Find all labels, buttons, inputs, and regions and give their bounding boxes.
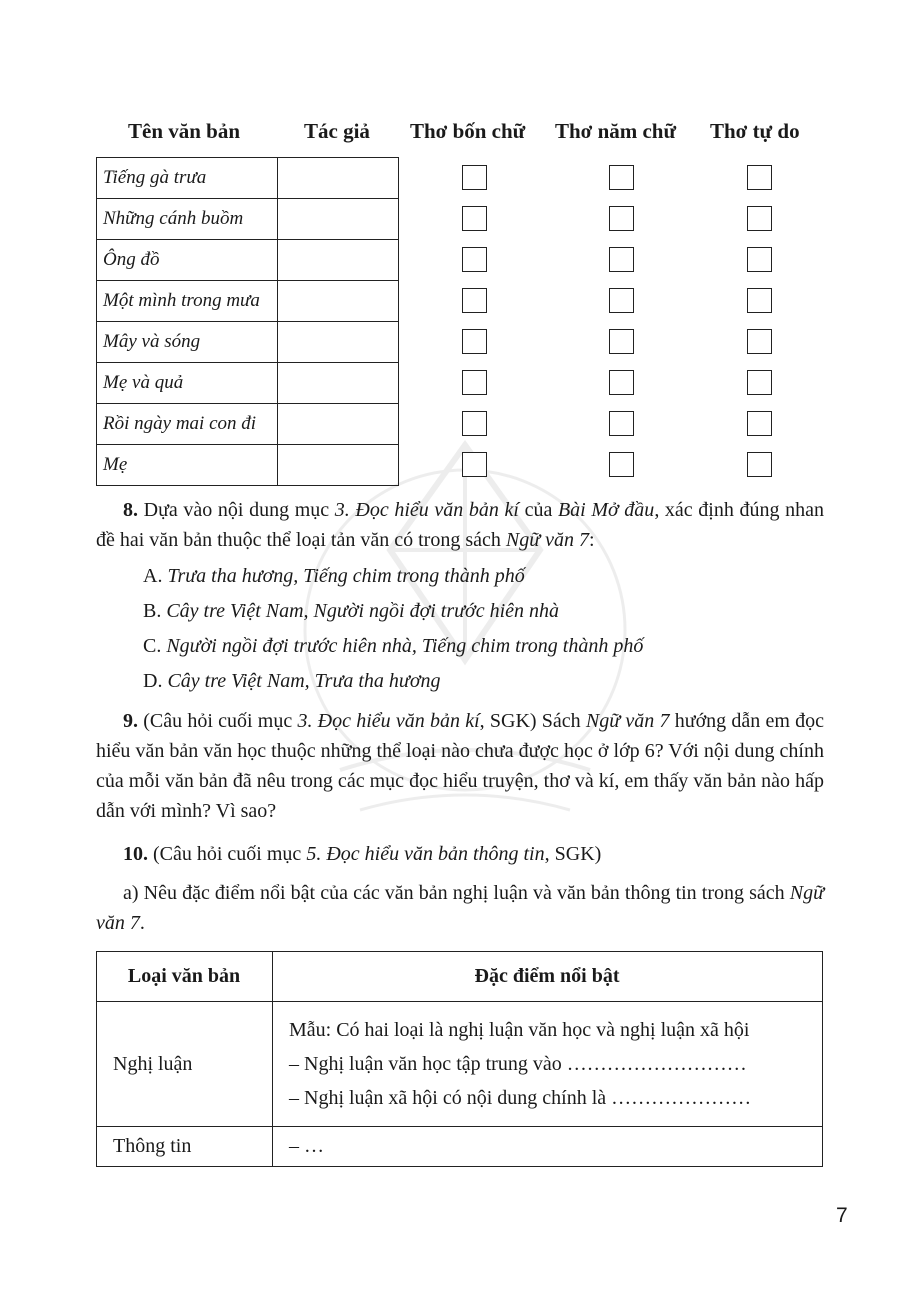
question-8 xyxy=(96,495,824,555)
option-letter: A. xyxy=(143,565,163,587)
col-header-author: Tác giả xyxy=(304,119,370,143)
table-row xyxy=(97,1002,823,1127)
question-italic-ref: Ngữ văn 7 xyxy=(96,882,824,934)
answer-option-a[interactable] xyxy=(143,561,525,591)
question-text: , xác định đúng nhan đề hai văn bản thuộc thể loại tản văn có trong sách xyxy=(96,499,824,551)
checkbox-five-word[interactable] xyxy=(609,247,634,272)
question-number: 10. xyxy=(123,843,148,865)
question-text: . xyxy=(139,912,145,934)
table-row xyxy=(97,240,399,281)
col-header-title: Tên văn bản xyxy=(128,119,241,143)
checkbox-free-verse[interactable] xyxy=(747,288,772,313)
question-10 xyxy=(96,839,824,869)
checkbox-five-word[interactable] xyxy=(609,370,634,395)
col-header-five-word-poem: Thơ năm chữ xyxy=(555,119,677,143)
text-type-cell: Thông tin xyxy=(97,1127,273,1167)
sample-line: Mẫu: Có hai loại là nghị luận văn học và nghị luận xã hội xyxy=(289,1019,750,1041)
question-number: 8. xyxy=(123,499,138,521)
question-text: hướng dẫn em đọc hiểu văn bản văn học thuộc những thể loại nào chưa được học ở lớp 6? Với nội dung chính của mỗi văn bản đã nêu trong các mục đọc hiểu truyện, thơ và kí, em thấy văn bản nào hấp dẫn với mình? Vì sao? xyxy=(96,710,825,822)
question-9 xyxy=(96,706,824,826)
question-italic-ref: Bài Mở đầu xyxy=(557,499,655,521)
author-cell[interactable] xyxy=(278,363,399,404)
table-row xyxy=(97,445,399,486)
option-letter: B. xyxy=(143,600,162,622)
checkbox-five-word[interactable] xyxy=(609,329,634,354)
option-letter: D. xyxy=(143,670,163,692)
checkbox-five-word[interactable] xyxy=(609,411,634,436)
table-row xyxy=(97,404,399,445)
table-row xyxy=(97,199,399,240)
col-header-features: Đặc điểm nổi bật xyxy=(273,952,823,1002)
question-text: a) Nêu đặc điểm nổi bật của các văn bản nghị luận và văn bản thông tin trong sách xyxy=(123,882,790,904)
col-header-four-word-poem: Thơ bốn chữ xyxy=(410,119,526,143)
text-title-cell: Tiếng gà trưa xyxy=(97,158,278,199)
checkbox-free-verse[interactable] xyxy=(747,329,772,354)
question-text: Dựa vào nội dung mục xyxy=(143,499,335,521)
option-text: Cây tre Việt Nam, Trưa tha hương xyxy=(167,670,441,692)
question-number: 9. xyxy=(123,710,138,732)
checkbox-free-verse[interactable] xyxy=(747,411,772,436)
checkbox-five-word[interactable] xyxy=(609,206,634,231)
text-title-cell: Một mình trong mưa xyxy=(97,281,278,322)
table-row xyxy=(97,363,399,404)
text-type-cell: Nghị luận xyxy=(97,1002,273,1127)
features-cell[interactable] xyxy=(273,1002,823,1127)
checkbox-free-verse[interactable] xyxy=(747,247,772,272)
answer-option-b[interactable] xyxy=(143,596,559,626)
text-title-cell: Mẹ và quả xyxy=(97,363,278,404)
table-row xyxy=(97,281,399,322)
question-italic-ref: Ngữ văn 7 xyxy=(585,710,670,732)
text-title-cell: Rồi ngày mai con đi xyxy=(97,404,278,445)
text-title-cell: Những cánh buồm xyxy=(97,199,278,240)
checkbox-four-word[interactable] xyxy=(462,370,487,395)
question-italic-ref: 3. Đọc hiểu văn bản kí xyxy=(297,710,480,732)
author-cell[interactable] xyxy=(278,445,399,486)
table-row xyxy=(97,1127,823,1167)
checkbox-four-word[interactable] xyxy=(462,206,487,231)
features-cell[interactable]: – … xyxy=(273,1127,823,1167)
answer-option-d[interactable] xyxy=(143,666,441,696)
question-italic-ref: 5. Đọc hiểu văn bản thông tin xyxy=(306,843,545,865)
question-text: của xyxy=(518,499,558,521)
author-cell[interactable] xyxy=(278,404,399,445)
question-10a xyxy=(96,878,824,938)
checkbox-five-word[interactable] xyxy=(609,165,634,190)
text-title-cell: Mây và sóng xyxy=(97,322,278,363)
question-text: (Câu hỏi cuối mục xyxy=(138,710,298,732)
col-header-text-type: Loại văn bản xyxy=(97,952,273,1002)
fill-in-line: – Nghị luận văn học tập trung vào ……………………… xyxy=(289,1053,747,1075)
author-cell[interactable] xyxy=(278,158,399,199)
checkbox-four-word[interactable] xyxy=(462,165,487,190)
text-features-table xyxy=(96,951,823,1167)
answer-option-c[interactable] xyxy=(143,631,643,661)
author-cell[interactable] xyxy=(278,281,399,322)
checkbox-four-word[interactable] xyxy=(462,247,487,272)
checkbox-free-verse[interactable] xyxy=(747,165,772,190)
table-header-row xyxy=(97,952,823,1002)
table-row xyxy=(97,158,399,199)
question-italic-ref: Ngữ văn 7 xyxy=(505,529,589,551)
question-text: , SGK) Sách xyxy=(479,710,586,732)
checkbox-four-word[interactable] xyxy=(462,288,487,313)
text-title-cell: Ông đồ xyxy=(97,240,278,281)
text-title-cell: Mẹ xyxy=(97,445,278,486)
checkbox-free-verse[interactable] xyxy=(747,452,772,477)
question-italic-ref: 3. Đọc hiểu văn bản kí xyxy=(334,499,519,521)
checkbox-four-word[interactable] xyxy=(462,329,487,354)
question-text: , SGK) xyxy=(544,843,602,865)
col-header-free-verse: Thơ tự do xyxy=(710,119,800,143)
author-cell[interactable] xyxy=(278,322,399,363)
genre-classification-table xyxy=(96,157,399,486)
page-number: 7 xyxy=(836,1204,848,1227)
checkbox-four-word[interactable] xyxy=(462,452,487,477)
checkbox-five-word[interactable] xyxy=(609,288,634,313)
checkbox-five-word[interactable] xyxy=(609,452,634,477)
option-text: Người ngồi đợi trước hiên nhà, Tiếng chim trong thành phố xyxy=(166,635,644,657)
checkbox-free-verse[interactable] xyxy=(747,206,772,231)
checkbox-four-word[interactable] xyxy=(462,411,487,436)
checkbox-free-verse[interactable] xyxy=(747,370,772,395)
question-text: : xyxy=(589,529,595,551)
option-text: Cây tre Việt Nam, Người ngồi đợi trước hiên nhà xyxy=(166,600,560,622)
option-letter: C. xyxy=(143,635,162,657)
option-text: Trưa tha hương, Tiếng chim trong thành phố xyxy=(167,565,525,587)
author-cell[interactable] xyxy=(278,199,399,240)
table-row xyxy=(97,322,399,363)
fill-in-line: – Nghị luận xã hội có nội dung chính là ………………… xyxy=(289,1087,752,1109)
author-cell[interactable] xyxy=(278,240,399,281)
question-text: (Câu hỏi cuối mục xyxy=(148,843,307,865)
